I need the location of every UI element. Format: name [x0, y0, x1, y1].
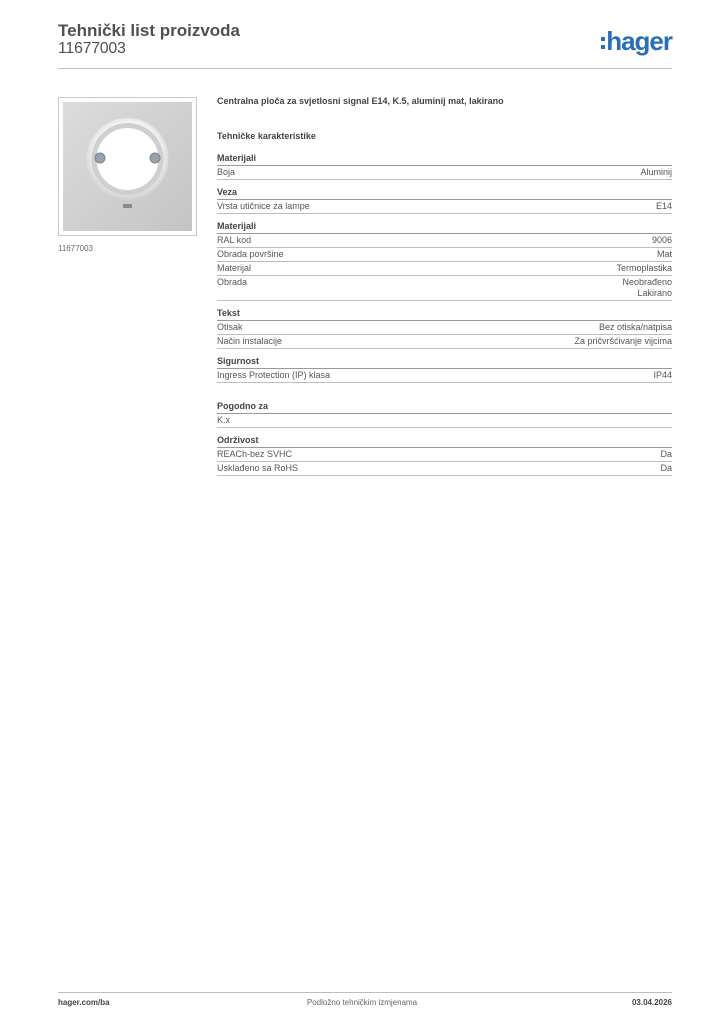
spec-label: REACh-bez SVHC	[217, 449, 293, 459]
group-title: Održivost	[217, 435, 672, 448]
spec-value: E14	[655, 201, 672, 211]
spec-value: Za pričvršćivanje vijcima	[574, 336, 672, 346]
spec-row	[217, 335, 672, 349]
spec-value-line: Neobrađeno	[622, 277, 672, 287]
spec-label: Otisak	[217, 322, 243, 332]
technical-characteristics-heading: Tehničke karakteristike	[217, 131, 316, 141]
image-caption: 11677003	[58, 244, 93, 253]
spec-row	[217, 166, 672, 180]
spec-label: Ingress Protection (IP) klasa	[217, 370, 331, 380]
group-suitable-for	[217, 401, 672, 428]
group-safety	[217, 356, 672, 383]
spec-value	[622, 277, 672, 299]
spec-row	[217, 248, 672, 262]
spec-row	[217, 448, 672, 462]
spec-label: Način instalacije	[217, 336, 283, 346]
group-title: Materijali	[217, 153, 672, 166]
spec-value: Bez otiska/natpisa	[598, 322, 672, 332]
logo-text: hager	[606, 26, 672, 56]
spec-row	[217, 369, 672, 383]
spec-label: K.x	[217, 415, 231, 425]
product-title: Centralna ploča za svjetlosni signal E14, K.5, aluminij mat, lakirano	[217, 96, 504, 106]
spec-value: Aluminij	[640, 167, 672, 177]
cover-plate-icon	[63, 102, 192, 231]
footer-date: 03.04.2026	[631, 998, 672, 1007]
spec-label: Obrada	[217, 277, 248, 287]
group-title: Pogodno za	[217, 401, 672, 414]
header-divider	[58, 68, 672, 69]
group-sustainability	[217, 435, 672, 476]
spec-row	[217, 234, 672, 248]
spec-label: Boja	[217, 167, 236, 177]
group-materials-1	[217, 153, 672, 180]
spec-value: Mat	[656, 249, 672, 259]
spec-value: IP44	[653, 370, 672, 380]
spec-label: Vrsta utičnice za lampe	[217, 201, 310, 211]
spec-row	[217, 321, 672, 335]
footer-divider	[58, 992, 672, 993]
product-code: 11677003	[58, 40, 126, 57]
spec-row	[217, 414, 672, 428]
spec-value: 9006	[651, 235, 672, 245]
spec-label: Usklađeno sa RoHS	[217, 463, 299, 473]
spec-row	[217, 200, 672, 214]
spec-row	[217, 276, 672, 301]
group-text	[217, 308, 672, 349]
footer-website-link[interactable]: hager.com/ba	[58, 998, 110, 1007]
group-materials-2	[217, 221, 672, 301]
spec-label: RAL kod	[217, 235, 252, 245]
spec-row	[217, 262, 672, 276]
spec-value-line: Lakirano	[637, 288, 672, 298]
group-title: Sigurnost	[217, 356, 672, 369]
spec-value: Termoplastika	[616, 263, 672, 273]
spec-value: Da	[660, 463, 672, 473]
footer-disclaimer: Podložno tehničkim izmjenama	[306, 998, 418, 1007]
document-title: Tehnički list proizvoda	[58, 21, 240, 40]
product-image	[58, 97, 197, 236]
hager-logo	[601, 28, 672, 54]
spec-content	[217, 95, 672, 483]
spec-label: Materijal	[217, 263, 252, 273]
spec-label: Obrada površine	[217, 249, 284, 259]
group-connection	[217, 187, 672, 214]
group-title: Veza	[217, 187, 672, 200]
spec-row	[217, 462, 672, 476]
group-title: Tekst	[217, 308, 672, 321]
group-title: Materijali	[217, 221, 672, 234]
spec-value: Da	[660, 449, 672, 459]
logo-dots-icon	[601, 37, 605, 49]
